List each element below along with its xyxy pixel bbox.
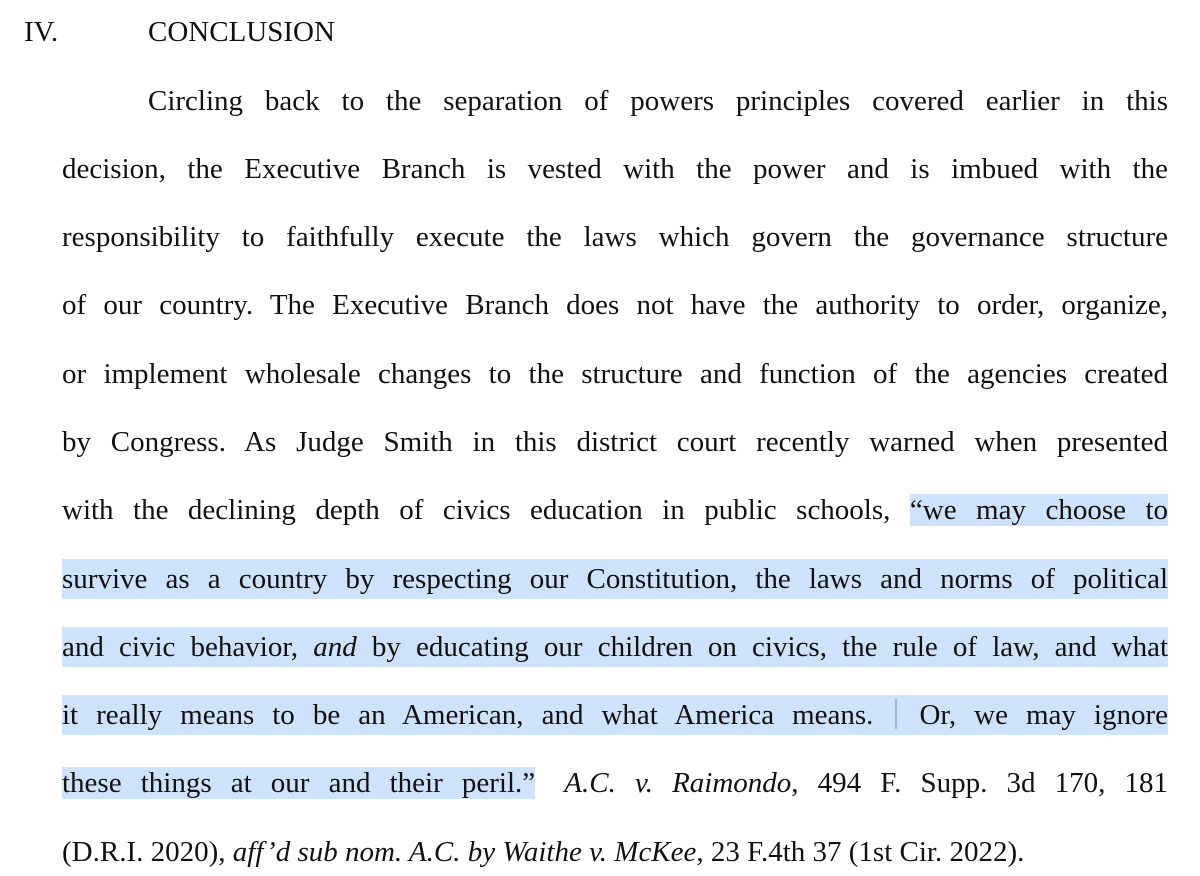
- paragraph-line-6: by Congress. As Judge Smith in this district court recently warned when presented: [62, 426, 1168, 458]
- line-7-text: with the declining depth of civics education in public schools,: [62, 494, 891, 526]
- case-name-mckee: aff’d sub nom. A.C. by Waithe v. McKee: [232, 836, 697, 868]
- citation-mckee: , 23 F.4th 37 (1st Cir. 2022).: [696, 836, 1025, 868]
- paragraph-line-5: or implement wholesale changes to the structure and function of the agencies created: [62, 358, 1168, 390]
- citation-raimondo: , 494 F. Supp. 3d 170, 181: [791, 767, 1169, 799]
- section-heading: [24, 12, 1170, 52]
- paragraph-line-3: responsibility to faithfully execute the laws which govern the governance structure: [62, 221, 1168, 253]
- line-9-text-b: by educating our children on civics, the rule of law, and what: [371, 631, 1168, 663]
- paragraph-line-8-highlighted[interactable]: survive as a country by respecting our Constitution, the laws and norms of political: [62, 559, 1168, 599]
- paragraph-line-12: [62, 832, 1168, 872]
- section-title: CONCLUSION: [148, 16, 335, 48]
- highlighted-quote-end[interactable]: these things at our and their peril.”: [62, 767, 536, 799]
- case-name-raimondo: A.C. v. Raimondo: [564, 767, 792, 799]
- text-cursor-icon: [895, 699, 897, 729]
- line-10-text-b: Or, we may ignore: [919, 699, 1169, 731]
- line-9-text-a: and civic behavior,: [62, 631, 299, 663]
- line-12-text-a: (D.R.I. 2020),: [62, 836, 226, 868]
- paragraph-line-4: of our country. The Executive Branch does not have the authority to order, organize,: [62, 289, 1168, 321]
- highlighted-quote-start[interactable]: “we may choose to: [909, 494, 1169, 526]
- emphasis-and: and: [313, 631, 357, 663]
- paragraph-line-11: [62, 763, 1168, 803]
- paragraph-line-7: [62, 490, 1168, 530]
- paragraph-line-1: Circling back to the separation of powers principles covered earlier in this: [148, 85, 1168, 117]
- paragraph-line-10-highlighted[interactable]: [62, 695, 1168, 735]
- paragraph-line-9-highlighted[interactable]: [62, 627, 1168, 667]
- section-number: IV.: [24, 16, 59, 48]
- paragraph-line-2: decision, the Executive Branch is vested with the power and is imbued with the: [62, 153, 1168, 185]
- line-10-text-a: it really means to be an American, and what America means.: [62, 699, 874, 731]
